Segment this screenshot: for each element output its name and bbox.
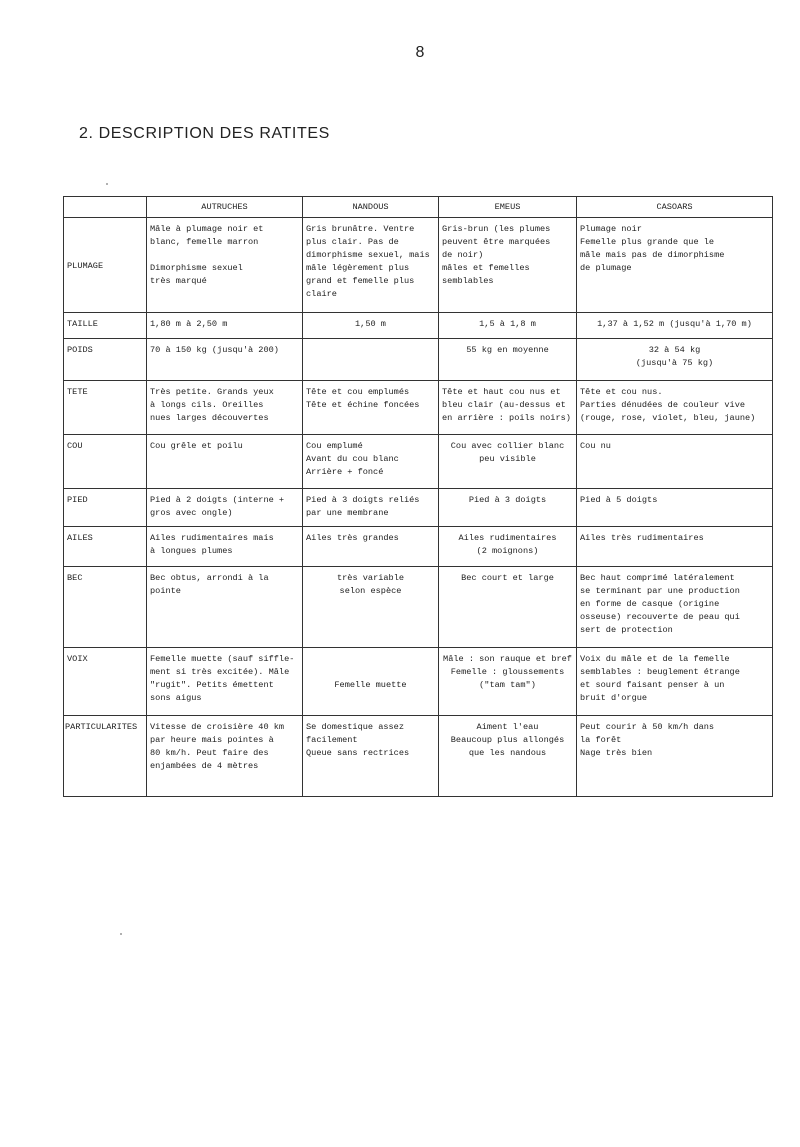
header-autruches: AUTRUCHES — [147, 197, 303, 218]
table-cell: Peut courir à 50 km/h dans la forêt Nage très bien — [577, 716, 773, 797]
table-cell: Tête et haut cou nus et bleu clair (au-dessus et en arrière : poils noirs) — [439, 381, 577, 435]
table-cell: 1,37 à 1,52 m (jusqu'à 1,70 m) — [577, 313, 773, 339]
table-header-row — [64, 197, 773, 218]
scan-speck — [106, 183, 108, 185]
table-row-ailes — [64, 527, 773, 567]
table-cell: Bec court et large — [439, 567, 577, 648]
table-cell: Femelle muette (sauf siffle- ment si très excitée). Mâle "rugit". Petits émettent sons aigus — [147, 648, 303, 716]
table-cell: 1,50 m — [303, 313, 439, 339]
table-row-pied — [64, 489, 773, 527]
row-label: AILES — [64, 527, 147, 567]
table-cell: Cou emplumé Avant du cou blanc Arrière + foncé — [303, 435, 439, 489]
header-emeus: EMEUS — [439, 197, 577, 218]
table-row-bec — [64, 567, 773, 648]
table-cell: Ailes rudimentaires mais à longues plumes — [147, 527, 303, 567]
table-row-particularites — [64, 716, 773, 797]
table-cell: 55 kg en moyenne — [439, 339, 577, 381]
table-cell: 32 à 54 kg (jusqu'à 75 kg) — [577, 339, 773, 381]
table-cell: Pied à 3 doigts reliés par une membrane — [303, 489, 439, 527]
table-cell: Cou avec collier blanc peu visible — [439, 435, 577, 489]
table-cell: très variable selon espèce — [303, 567, 439, 648]
table-cell: Bec obtus, arrondi à la pointe — [147, 567, 303, 648]
row-label: TETE — [64, 381, 147, 435]
table-cell: Mâle à plumage noir et blanc, femelle marron Dimorphisme sexuel très marqué — [147, 218, 303, 313]
table-cell: Cou nu — [577, 435, 773, 489]
table-cell: Mâle : son rauque et bref Femelle : gloussements ("tam tam") — [439, 648, 577, 716]
table-row-cou — [64, 435, 773, 489]
table-cell: Ailes rudimentaires (2 moignons) — [439, 527, 577, 567]
page-number: 8 — [415, 44, 425, 61]
header-casoars: CASOARS — [577, 197, 773, 218]
table-row-taille — [64, 313, 773, 339]
row-label: TAILLE — [64, 313, 147, 339]
row-label: PLUMAGE — [64, 218, 147, 313]
table-cell: Pied à 3 doigts — [439, 489, 577, 527]
row-label: VOIX — [64, 648, 147, 716]
row-label: COU — [64, 435, 147, 489]
table-cell: Plumage noir Femelle plus grande que le mâle mais pas de dimorphisme de plumage — [577, 218, 773, 313]
table-cell: Bec haut comprimé latéralement se terminant par une production en forme de casque (origine osseuse) recouverte de peau qui sert de protection — [577, 567, 773, 648]
table-cell: Très petite. Grands yeux à longs cils. Oreilles nues larges découvertes — [147, 381, 303, 435]
table-cell: Se domestique assez facilement Queue sans rectrices — [303, 716, 439, 797]
table-cell: Vitesse de croisière 40 km par heure mais pointes à 80 km/h. Peut faire des enjambées de 4 mètres — [147, 716, 303, 797]
table-cell: 70 à 150 kg (jusqu'à 200) — [147, 339, 303, 381]
row-label: POIDS — [64, 339, 147, 381]
table-cell: Pied à 2 doigts (interne + gros avec ongle) — [147, 489, 303, 527]
table-cell: Tête et cou nus. Parties dénudées de couleur vive (rouge, rose, violet, bleu, jaune) — [577, 381, 773, 435]
scan-speck — [120, 933, 122, 935]
table-cell: Tête et cou emplumés Tête et échine foncées — [303, 381, 439, 435]
header-nandous: NANDOUS — [303, 197, 439, 218]
header-corner — [64, 197, 147, 218]
row-label: PIED — [64, 489, 147, 527]
table-row-voix — [64, 648, 773, 716]
table-cell: 1,5 à 1,8 m — [439, 313, 577, 339]
table-cell — [303, 339, 439, 381]
table-cell: Aiment l'eau Beaucoup plus allongés que les nandous — [439, 716, 577, 797]
table-cell: Cou grêle et poilu — [147, 435, 303, 489]
table-cell: Gris brunâtre. Ventre plus clair. Pas de dimorphisme sexuel, mais mâle légèrement plus grand et femelle plus claire — [303, 218, 439, 313]
table-cell: Pied à 5 doigts — [577, 489, 773, 527]
ratites-table — [63, 196, 773, 797]
table-row-plumage — [64, 218, 773, 313]
row-label: PARTICULARITES — [64, 716, 147, 797]
table-cell: Ailes très grandes — [303, 527, 439, 567]
row-label: BEC — [64, 567, 147, 648]
table-cell: Femelle muette — [303, 648, 439, 716]
table-cell: 1,80 m à 2,50 m — [147, 313, 303, 339]
table-cell: Voix du mâle et de la femelle semblables : beuglement étrange et sourd faisant penser à un bruit d'orgue — [577, 648, 773, 716]
table-cell: Ailes très rudimentaires — [577, 527, 773, 567]
table-cell: Gris-brun (les plumes peuvent être marquées de noir) mâles et femelles semblables — [439, 218, 577, 313]
table-row-tete — [64, 381, 773, 435]
section-title: 2. DESCRIPTION DES RATITES — [79, 125, 330, 142]
table-row-poids — [64, 339, 773, 381]
